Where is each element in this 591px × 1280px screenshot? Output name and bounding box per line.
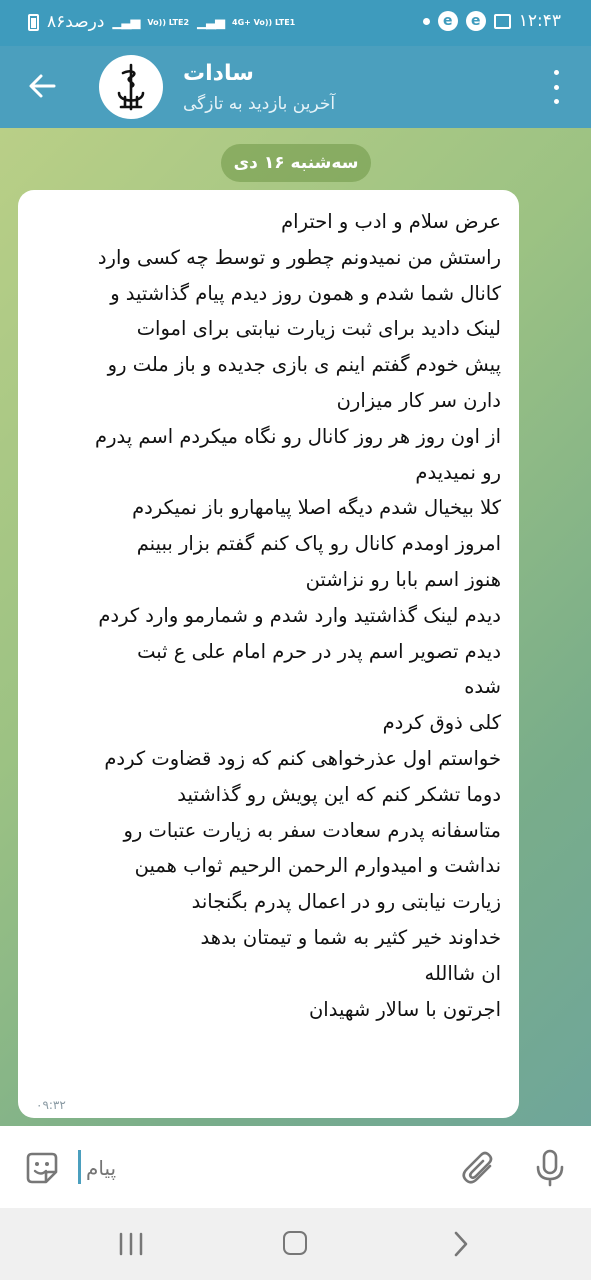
message-text <box>36 204 501 1027</box>
message-line: رو نمیدیدم <box>415 460 501 484</box>
battery-icon <box>28 14 39 31</box>
message-line: دیدم لینک گذاشتید وارد شدم و شمارمو وارد کردم <box>98 603 501 627</box>
chat-header <box>0 46 591 128</box>
app-notification-icon: e <box>438 11 458 31</box>
chat-title[interactable]: سادات <box>183 61 254 86</box>
chat-area[interactable] <box>0 128 591 1126</box>
message-line: پیش خودم گفتم اینم ی بازی جدیده و باز ملت رو <box>107 353 501 377</box>
attach-button[interactable] <box>460 1148 498 1188</box>
back-button[interactable] <box>26 70 58 102</box>
home-button[interactable] <box>283 1231 307 1255</box>
message-line: اجرتون با سالار شهیدان <box>308 997 501 1021</box>
message-line: خواستم اول عذرخواهی کنم که زود قضاوت کردم <box>104 746 501 770</box>
message-line: کانال شما شدم و همون روز دیدم پیام گذاشتید و <box>110 281 501 305</box>
more-dot <box>554 99 559 104</box>
paperclip-icon <box>460 1148 498 1188</box>
chevron-right-icon <box>452 1230 470 1258</box>
message-line: دوما تشکر کنم که این پویش رو گذاشتید <box>177 782 501 806</box>
system-nav-bar <box>0 1208 591 1280</box>
emoji-button[interactable] <box>24 1150 60 1186</box>
message-line: کلی ذوق کردم <box>382 711 501 735</box>
message-line: هنوز اسم بابا رو نزاشتن <box>305 567 501 591</box>
message-line: لینک دادید برای ثبت زیارت نیابتی برای اموات <box>136 317 501 341</box>
message-line: متاسفانه پدرم سعادت سفر به زیارت عتبات رو <box>123 818 501 842</box>
battery-percent: ۸۶درصد <box>47 12 105 32</box>
message-line: شده <box>464 675 501 699</box>
chat-subtitle: آخرین بازدید به تازگی <box>183 94 336 114</box>
status-time: ۱۲:۴۳ <box>518 11 561 31</box>
image-notification-icon <box>494 14 511 29</box>
message-line: خداوند خیر کثیر به شما و تیمتان بدهد <box>200 925 501 949</box>
network-indicator-2: Vo)) LTE2 <box>147 17 190 27</box>
recents-button[interactable] <box>118 1232 144 1260</box>
message-line: دارن سر کار میزارن <box>336 388 501 412</box>
more-dot <box>554 85 559 90</box>
channel-logo-icon <box>111 63 151 111</box>
message-line: عرض سلام و ادب و احترام <box>281 210 501 233</box>
message-bubble[interactable] <box>18 190 519 1118</box>
signal-icon: ▁▃▅ <box>112 14 140 30</box>
message-input[interactable] <box>84 1148 428 1188</box>
input-bar <box>0 1126 591 1208</box>
more-options-button[interactable] <box>551 70 561 104</box>
more-vertical-icon <box>554 70 559 75</box>
status-right <box>423 11 561 31</box>
date-chip: سه‌شنبه ۱۶ دی <box>221 144 371 182</box>
message-line: راستش من نمیدونم چطور و توسط چه کسی وارد <box>97 245 501 269</box>
emoji-icon <box>24 1150 60 1186</box>
message-line: از اون روز هر روز کانال رو نگاه میکردم اسم پدرم <box>95 424 501 448</box>
microphone-icon <box>534 1148 566 1188</box>
recents-icon <box>118 1232 144 1256</box>
status-bar <box>0 0 591 46</box>
message-line: کلا بیخیال شدم دیگه اصلا پیامهارو باز نمیکردم <box>132 496 501 520</box>
message-line: امروز اومدم کانال رو پاک کنم گفتم بزار ببینم <box>136 532 501 556</box>
message-line: زیارت نیابتی رو در اعمال پدرم بگنجاند <box>191 890 501 914</box>
system-back-button[interactable] <box>452 1230 470 1262</box>
avatar[interactable] <box>99 55 163 119</box>
arrow-left-icon <box>26 70 58 102</box>
voice-button[interactable] <box>534 1148 566 1188</box>
signal-icon-2: ▁▃▅ <box>197 14 225 30</box>
message-line: نداشت و امیدوارم الرحمن الرحیم ثواب همین <box>134 854 501 878</box>
message-time: ۰۹:۳۲ <box>36 1098 66 1112</box>
message-line: ان شاالله <box>424 961 501 985</box>
app-notification-icon-2: e <box>466 11 486 31</box>
notification-dot-icon <box>423 18 430 25</box>
message-line: دیدم تصویر اسم پدر در حرم امام علی ع ثبت <box>137 639 501 663</box>
status-left <box>28 12 295 32</box>
text-caret <box>78 1150 81 1184</box>
network-indicator-1: 4G+ Vo)) LTE1 <box>232 17 296 27</box>
